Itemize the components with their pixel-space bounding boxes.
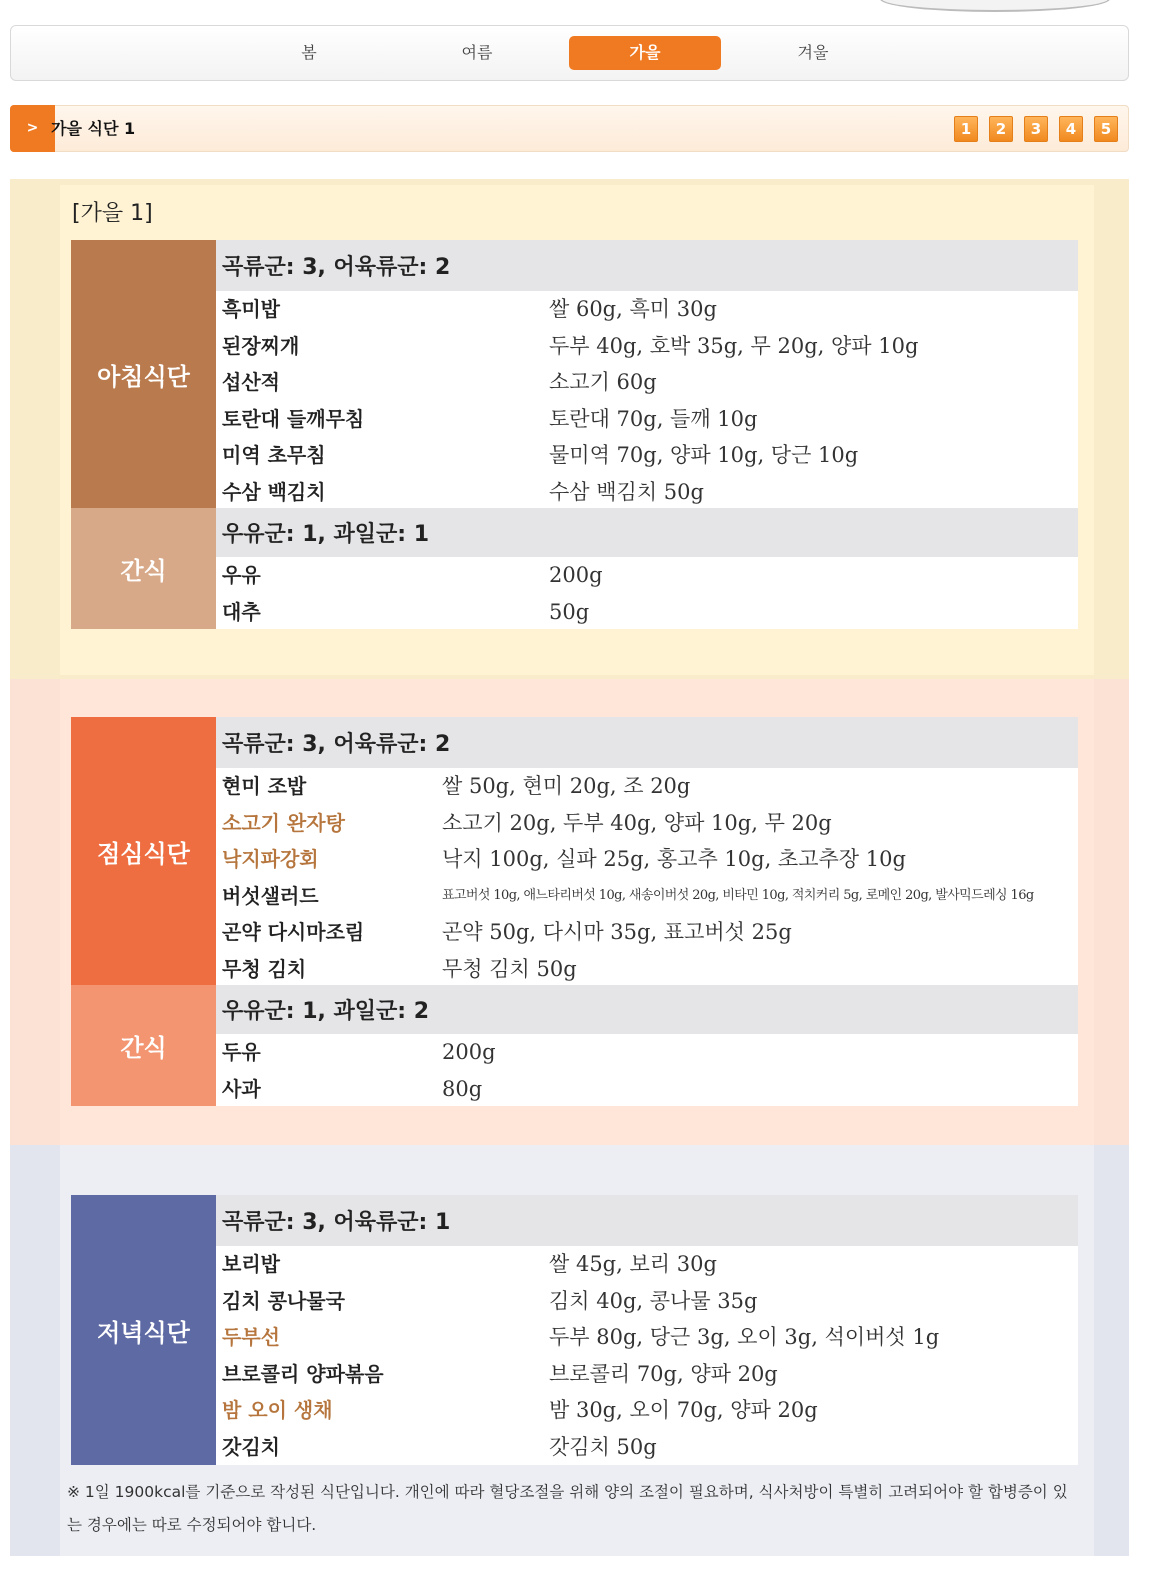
food-name: 곤약 다시마조림 [222,920,365,944]
food-ingredients: 브로콜리 70g, 양파 20g [549,1361,778,1386]
page-button-4[interactable]: 4 [1059,116,1083,142]
food-ingredients: 소고기 60g [549,370,657,394]
table-row [216,951,1078,988]
food-name: 갓김치 [222,1434,280,1459]
food-ingredients: 토란대 70g, 들깨 10g [549,406,758,431]
food-ingredients: 김치 40g, 콩나물 35g [549,1288,758,1313]
table-row [216,401,1078,438]
lunch-food-groups: 곡류군: 3, 어육류군: 2 [216,717,1078,768]
food-name: 미역 초무침 [222,443,326,467]
food-ingredients: 소고기 20g, 두부 40g, 양파 10g, 무 20g [442,810,832,835]
food-ingredients: 두부 40g, 호박 35g, 무 20g, 양파 10g [549,333,919,358]
food-ingredients: 무청 김치 50g [442,956,577,981]
table-row [216,1283,1078,1320]
food-ingredients: 밤 30g, 오이 70g, 양파 20g [549,1398,818,1422]
table-row [216,328,1078,365]
table-row [216,1392,1078,1429]
table-row [216,805,1078,842]
dinner-table [71,1195,1078,1465]
food-name: 된장찌개 [222,333,300,358]
page-selector [943,116,1118,142]
food-name: 밤 오이 생채 [222,1398,333,1422]
table-row [216,557,1078,594]
dinner-label: 저녁식단 [71,1195,216,1465]
food-ingredients: 200g [549,563,603,587]
food-name: 우유 [222,563,261,587]
page-button-3[interactable]: 3 [1024,116,1048,142]
footnote: ※ 1일 1900kcal를 기준으로 작성된 식단입니다. 개인에 따라 혈당조절을 위해 양의 조절이 필요하며, 식사처방이 특별히 고려되어야 할 합병증이 있는 경우에는 따로 수정되어야 합니다. [67,1483,1068,1534]
food-ingredients: 80g [442,1076,483,1101]
food-name: 김치 콩나물국 [222,1288,345,1313]
food-ingredients: 쌀 60g, 흑미 30g [549,297,717,321]
page-button-2[interactable]: 2 [989,116,1013,142]
food-name: 섭산적 [222,370,280,394]
breakfast-food-groups: 곡류군: 3, 어육류군: 2 [216,240,1078,291]
table-row [216,841,1078,878]
food-ingredients: 낙지 100g, 실파 25g, 홍고추 10g, 초고추장 10g [442,847,906,871]
food-ingredients: 두부 80g, 당근 3g, 오이 3g, 석이버섯 1g [549,1325,940,1349]
breakfast-table [71,240,1078,629]
food-name: 현미 조밥 [222,774,307,798]
table-row [216,1034,1078,1071]
food-ingredients: 쌀 45g, 보리 30g [549,1252,717,1276]
food-ingredients: 200g [442,1040,496,1064]
food-name: 두유 [222,1040,261,1064]
page-button-1[interactable]: 1 [954,116,978,142]
table-row [216,1356,1078,1393]
chevron-right-icon: > [10,105,55,152]
food-name: 보리밥 [222,1252,280,1276]
food-name: 두부선 [222,1325,280,1349]
table-row [216,364,1078,401]
food-name: 낙지파강회 [222,847,319,871]
menu-title: 가을 식단 1 [51,119,136,138]
table-row [216,291,1078,328]
lunch-table [71,717,1078,1106]
snack-label: 간식 [71,508,216,629]
food-ingredients: 표고버섯 10g, 애느타리버섯 10g, 새송이버섯 20g, 비타민 10g, 적치커리 5g, 로메인 20g, 발사믹드레싱 16g [442,887,1034,903]
lunch-label: 점심식단 [71,717,216,985]
snack-label: 간식 [71,985,216,1106]
food-name: 무청 김치 [222,956,307,981]
breakfast-label: 아침식단 [71,240,216,508]
tab-winter[interactable]: 겨울 [797,43,829,62]
food-name: 브로콜리 양파볶음 [222,1361,384,1386]
table-row [216,878,1078,915]
table-row [216,594,1078,631]
menu-subheader [10,105,1129,152]
food-name: 대추 [222,599,261,624]
table-row [216,1071,1078,1108]
food-ingredients: 수삼 백김치 50g [549,479,704,504]
table-row [216,768,1078,805]
food-ingredients: 곤약 50g, 다시마 35g, 표고버섯 25g [442,920,792,944]
food-name: 소고기 완자탕 [222,810,345,835]
tab-summer[interactable]: 여름 [461,43,493,62]
table-row [216,914,1078,951]
table-row [216,474,1078,511]
food-name: 버섯샐러드 [222,883,319,908]
tab-autumn[interactable]: 가을 [569,36,721,70]
food-ingredients: 물미역 70g, 양파 10g, 당근 10g [549,443,859,467]
food-name: 수삼 백김치 [222,479,326,504]
table-row [216,1429,1078,1466]
food-name: 토란대 들깨무침 [222,406,365,431]
food-ingredients: 갓김치 50g [549,1434,657,1459]
section-title: [가을 1] [72,201,153,226]
food-ingredients: 쌀 50g, 현미 20g, 조 20g [442,774,691,798]
season-tab-bar [10,25,1129,81]
table-row [216,437,1078,474]
food-name: 흑미밥 [222,297,280,321]
tab-spring[interactable]: 봄 [301,43,317,62]
food-name: 사과 [222,1076,261,1101]
snack-food-groups: 우유군: 1, 과일군: 1 [216,508,1078,557]
logo-decoration [880,0,1110,12]
dinner-food-groups: 곡류군: 3, 어육류군: 1 [216,1195,1078,1246]
table-row [216,1319,1078,1356]
table-row [216,1246,1078,1283]
snack-food-groups: 우유군: 1, 과일군: 2 [216,985,1078,1034]
food-ingredients: 50g [549,599,590,624]
page-button-5[interactable]: 5 [1094,116,1118,142]
